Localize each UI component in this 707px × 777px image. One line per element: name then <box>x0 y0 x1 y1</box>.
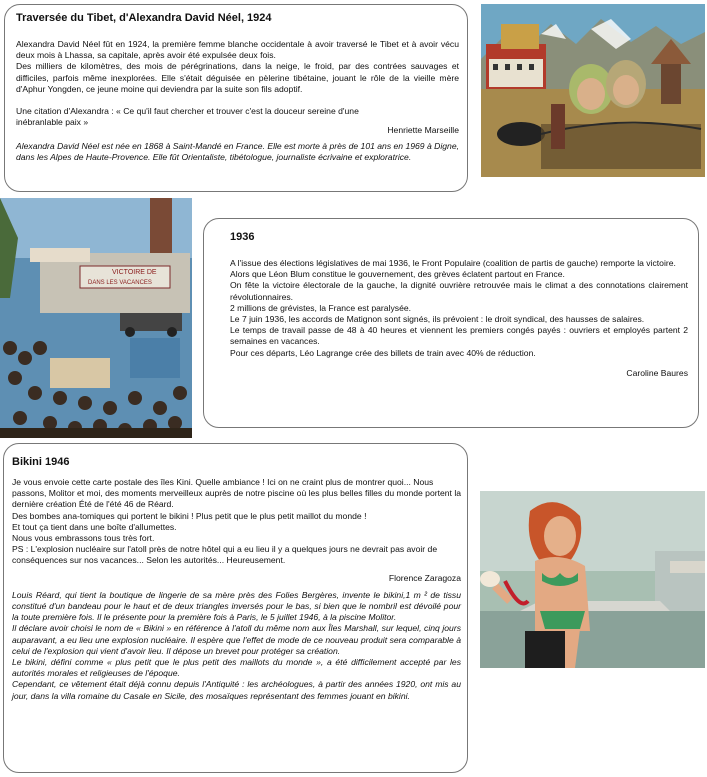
y1936-author: Caroline Baures <box>626 367 688 378</box>
bikini-paragraph-4: Nous vous embrassons tous très fort. <box>12 533 155 544</box>
front-populaire-painting <box>0 198 192 438</box>
y1936-paragraph-2: Alors que Léon Blum constitue le gouvernement, des grèves éclatent partout en France. <box>230 269 565 280</box>
tibet-paragraph-1: Alexandra David Néel fût en 1924, la première femme blanche occidentale à avoir traversé le Tibet et à avoir vécu deux mois à Lhassa, sa capitale, après avoir été expulsée deux fois. <box>16 39 459 61</box>
tibet-card <box>4 4 468 192</box>
bikini-paragraph-5: PS : L'explosion nucléaire sur l'atoll près de notre hôtel qui a eu lieu il y a quelques jours ne devrait pas avoir de conséquences sur nos vacances... Selon les autorités... Heureusement. <box>12 544 438 566</box>
bikini-title: Bikini 1946 <box>12 456 70 468</box>
banner-sign-1: VICTOIRE DE <box>112 269 157 276</box>
bikini-card <box>3 443 468 773</box>
tibet-bio-note: Alexandra David Néel est née en 1868 à Saint-Mandé en France. Elle est morte à près de 101 ans en 1969 à Digne, dans les Alpes de Haute-Provence. Elle fût Orientaliste, tibétologue, journaliste écrivaine et exploratrice. <box>16 140 459 162</box>
y1936-paragraph-1: A l'issue des élections législatives de mai 1936, le Front Populaire (coalition de partis de gauche) remporte la victoire. <box>230 258 676 268</box>
bikini-note-1: Louis Réard, qui tient la boutique de lingerie de sa mère près des Folies Bergères, invente le bikini,1 m ² de tissu constitué d'un bandeau pour le haut et de deux triangles inversés pour le bas, si bien que le nombril est dévoilé pour la toute première fois. Il le présente pour la première fois à Paris, le 5 juillet 1946, à la piscine Molitor. <box>12 589 461 623</box>
tibet-author: Henriette Marseille <box>387 125 459 136</box>
bikini-author: Florence Zaragoza <box>388 572 461 583</box>
tibet-paragraph-2: Des milliers de kilomètres, des mois de pérégrinations, dans la neige, le froid, par des contrées sauvages et difficiles, parfois même inexplorées. Elle s'était déguisée en pèlerine tibétaine, jouant le rôle de la vieille mère d'Aphur Yongden, ce jeune moine qui deviendra par la suite son fils adoptif. <box>16 61 459 94</box>
bikini-note-2: Il déclare avoir choisi le nom de « Bikini » en référence à l'atoll du même nom aux Îles Marshall, sur lequel, cinq jours auparavant, a eu lieu une explosion nucléaire. Il espère que l'effet de mode de ce nouveau produit sera comparable à celui de l'explosion qui vient d'avoir lieu. Il dépose un brevet pour protéger sa création. <box>12 623 461 656</box>
tibet-title: Traversée du Tibet, d'Alexandra David Néel, 1924 <box>16 12 272 24</box>
y1936-paragraph-5: Le 7 juin 1936, les accords de Matignon sont signés, ils prévoient : le droit syndical, des hausses de salaires. <box>230 314 645 325</box>
y1936-paragraph-4: 2 millions de grévistes, la France est paralysée. <box>230 302 412 313</box>
bikini-paragraph-3: Et tout ça tient dans une boîte d'allumettes. <box>12 521 177 532</box>
y1936-paragraph-6: Le temps de travail passe de 48 à 40 heures et viennent les premiers congés payés : ouvriers et employés partent 2 semaines en vacances. <box>230 325 688 347</box>
banner-sign-2: DANS LES VACANCES <box>88 280 152 286</box>
tibet-quote: Une citation d'Alexandra : « Ce qu'il faut chercher et trouver c'est la douceur sereine d'une inébranlable paix » <box>16 106 359 128</box>
bikini-note-4: Cependant, ce vêtement était déjà connu depuis l'Antiquité : les archéologues, à partir des années 1920, ont mis au jour, dans la villa romaine du Casale en Sicile, des mosaïques représentant des femmes jouant en bikini. <box>12 679 461 701</box>
y1936-paragraph-3: On fête la victoire électorale de la gauche, la dignité ouvrière retrouvée mais le climat a des connotations clairement révolutionnaires. <box>230 280 688 302</box>
bikini-note-3: Le bikini, défini comme « plus petit que le plus petit des maillots du monde », a été difficilement accepté par les autorités morales et religieuses de l'époque. <box>12 657 461 679</box>
y1936-card <box>203 218 699 428</box>
y1936-title: 1936 <box>230 231 255 243</box>
y1936-paragraph-7: Pour ces départs, Léo Lagrange crée des billets de train avec 40% de réduction. <box>230 347 536 358</box>
bikini-painting <box>480 491 705 668</box>
bikini-paragraph-2: Des bombes ana-tomiques qui portent le bikini ! Plus petit que le plus petit maillot du monde ! <box>12 510 367 521</box>
bikini-paragraph-1: Je vous envoie cette carte postale des îles Kini. Quelle ambiance ! Ici on ne craint plus de montrer quoi... Nous passons, Molitor et moi, des moments merveilleux auprès de notre piscine où les plus belles filles du monde portent la dernière création Été de l'été 46 de Réard. <box>12 477 462 510</box>
tibet-painting <box>481 4 705 177</box>
